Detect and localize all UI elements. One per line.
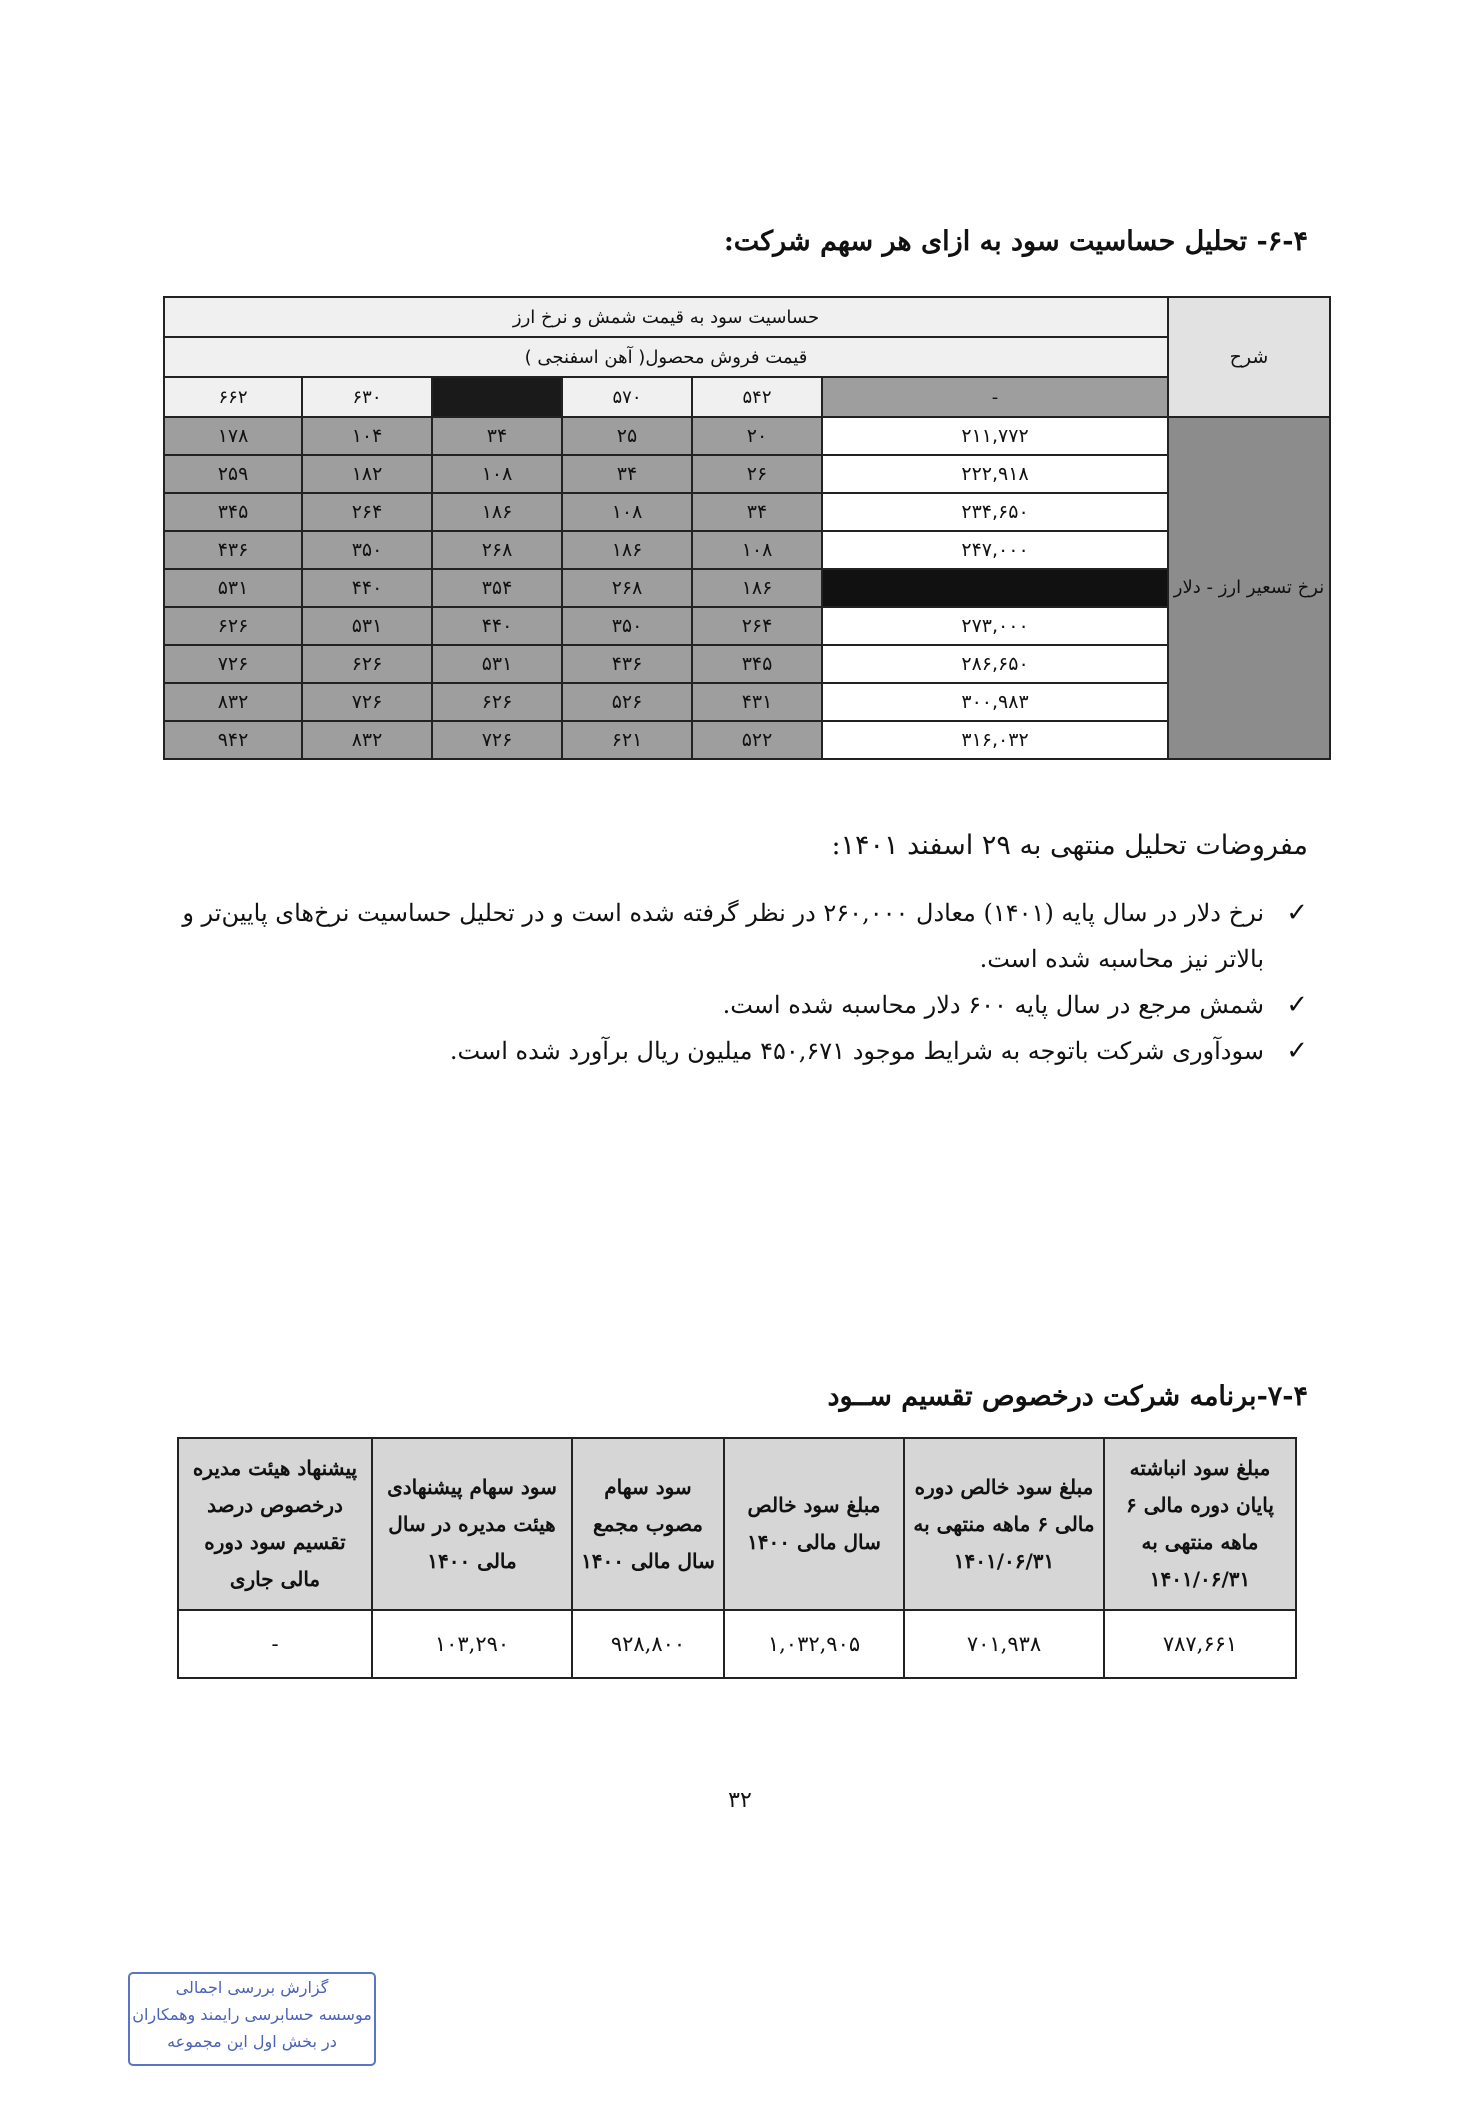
dividend-header: مبلغ سود خالص سال مالی ۱۴۰۰: [724, 1438, 904, 1610]
value-cell: ۳۵۰: [562, 607, 692, 645]
value-cell: ۳۵۰: [302, 531, 432, 569]
value-cell: ۶۲۱: [562, 721, 692, 759]
value-cell: ۲۵۹: [164, 455, 302, 493]
price-col-header: ۶۳۰: [302, 377, 432, 417]
rate-cell-base: ۲۶۰,۰۰۰: [822, 569, 1168, 607]
table-row: [164, 493, 1330, 531]
corner-cell: -: [822, 377, 1168, 417]
value-cell: ۱۸۶: [562, 531, 692, 569]
desc-header: شرح: [1168, 297, 1330, 417]
value-cell: ۲۶: [692, 455, 822, 493]
value-cell: ۳۴۵: [164, 493, 302, 531]
check-icon: ✓: [1286, 990, 1308, 1020]
dividend-header: مبلغ سود خالص دوره مالی ۶ ماهه منتهی به ۱۴۰۱/۰۶/۳۱: [904, 1438, 1104, 1610]
value-cell: ۴۳۱: [692, 683, 822, 721]
dividend-header: سود سهام مصوب مجمع سال مالی ۱۴۰۰: [572, 1438, 724, 1610]
table-row: [164, 531, 1330, 569]
section-4-6-title: ۶-۴- تحلیل حساسیت سود به ازای هر سهم شرکت:: [723, 226, 1308, 257]
value-cell: ۳۴: [432, 417, 562, 455]
dividend-value: ۷۸۷,۶۶۱: [1104, 1610, 1296, 1678]
value-cell: ۳۴۵: [692, 645, 822, 683]
stamp-line: گزارش بررسی اجمالی: [175, 1978, 329, 1997]
value-cell: ۶۲۶: [302, 645, 432, 683]
page-number: ۳۲: [728, 1788, 752, 1813]
dividend-value: ۱۰۳,۲۹۰: [372, 1610, 572, 1678]
dividend-header: پیشنهاد هیئت مدیره درخصوص درصد تقسیم سود دوره مالی جاری: [178, 1438, 372, 1610]
table-row: [164, 683, 1330, 721]
value-cell: ۱۰۴: [302, 417, 432, 455]
value-cell: ۱۷۸: [164, 417, 302, 455]
value-cell: ۱۰۸: [692, 531, 822, 569]
value-cell: ۲۶۸: [432, 531, 562, 569]
table-row: [164, 455, 1330, 493]
value-cell: ۸۳۲: [302, 721, 432, 759]
value-cell: ۲۶۴: [692, 607, 822, 645]
sensitivity-table: [163, 296, 1331, 760]
check-icon: ✓: [1286, 1036, 1308, 1066]
rate-cell: ۲۴۷,۰۰۰: [822, 531, 1168, 569]
value-cell: ۵۲۲: [692, 721, 822, 759]
assumptions-list: [168, 890, 1308, 1074]
rate-cell: ۲۸۶,۶۵۰: [822, 645, 1168, 683]
value-cell: ۴۴۰: [302, 569, 432, 607]
table-row-base: [164, 569, 1330, 607]
value-cell: ۷۲۶: [432, 721, 562, 759]
table-row: [164, 417, 1330, 455]
dividend-header: سود سهام پیشنهادی هیئت مدیره در سال مالی ۱۴۰۰: [372, 1438, 572, 1610]
value-cell: ۴۳۶: [164, 531, 302, 569]
value-cell: ۱۸۲: [302, 455, 432, 493]
list-item: [168, 982, 1308, 1028]
value-cell: ۹۴۲: [164, 721, 302, 759]
value-cell: ۴۳۶: [562, 645, 692, 683]
dividend-value: ۷۰۱,۹۳۸: [904, 1610, 1104, 1678]
value-cell: ۳۴: [692, 493, 822, 531]
dividend-value: -: [178, 1610, 372, 1678]
value-cell: ۱۰۸: [562, 493, 692, 531]
value-cell: ۴۴۰: [432, 607, 562, 645]
section-4-7-title: ۷-۴-برنامه شرکت درخصوص تقسیم ســود: [827, 1381, 1308, 1412]
rate-cell: ۳۰۰,۹۸۳: [822, 683, 1168, 721]
stamp-line: در بخش اول این مجموعه: [167, 2032, 337, 2051]
assumptions-title: مفروضات تحلیل منتهی به ۲۹ اسفند ۱۴۰۱:: [831, 830, 1308, 861]
value-cell: ۸۳۲: [164, 683, 302, 721]
table-row: [164, 645, 1330, 683]
dividend-header-row: [178, 1438, 1296, 1610]
value-cell: ۲۶۸: [562, 569, 692, 607]
value-cell: ۳۵۴: [432, 569, 562, 607]
price-col-header-base: ۶۰۰: [432, 377, 562, 417]
dividend-value: ۱,۰۳۲,۹۰۵: [724, 1610, 904, 1678]
rate-cell: ۳۱۶,۰۳۲: [822, 721, 1168, 759]
main-header: حساسیت سود به قیمت شمش و نرخ ارز: [164, 297, 1168, 337]
value-cell: ۲۰: [692, 417, 822, 455]
value-cell: ۶۲۶: [432, 683, 562, 721]
value-cell: ۱۸۶: [432, 493, 562, 531]
rate-cell: ۲۳۴,۶۵۰: [822, 493, 1168, 531]
value-cell: ۷۲۶: [164, 645, 302, 683]
value-cell: ۵۲۶: [562, 683, 692, 721]
value-cell: ۵۳۱: [164, 569, 302, 607]
sub-header: قیمت فروش محصول( آهن اسفنجی ): [164, 337, 1168, 377]
dividend-table: [177, 1437, 1297, 1679]
table-row: [164, 607, 1330, 645]
list-item: [168, 1028, 1308, 1074]
value-cell: ۲۶۴: [302, 493, 432, 531]
rate-cell: ۲۱۱,۷۷۲: [822, 417, 1168, 455]
table-row: [164, 721, 1330, 759]
value-cell: ۵۳۱: [302, 607, 432, 645]
rate-cell: ۲۷۳,۰۰۰: [822, 607, 1168, 645]
dividend-header: مبلغ سود انباشته پایان دوره مالی ۶ ماهه منتهی به ۱۴۰۱/۰۶/۳۱: [1104, 1438, 1296, 1610]
value-cell: ۲۵: [562, 417, 692, 455]
value-cell: ۱۸۶: [692, 569, 822, 607]
row-group-label: نرخ تسعیر ارز - دلار: [1168, 417, 1330, 759]
stamp-line: موسسه حسابرسی رایمند وهمکاران: [132, 2005, 372, 2024]
dividend-value: ۹۲۸,۸۰۰: [572, 1610, 724, 1678]
check-icon: ✓: [1286, 898, 1308, 928]
dividend-value-row: [178, 1610, 1296, 1678]
value-cell: ۶۲۶: [164, 607, 302, 645]
price-col-header: ۶۶۲: [164, 377, 302, 417]
auditor-stamp: [128, 1972, 376, 2066]
assumption-text: شمش مرجع در سال پایه ۶۰۰ دلار محاسبه شده است.: [722, 991, 1264, 1019]
value-cell: ۱۰۸: [432, 455, 562, 493]
list-item: [168, 890, 1308, 982]
price-col-header: ۵۴۲: [692, 377, 822, 417]
value-cell: ۷۲۶: [302, 683, 432, 721]
rate-cell: ۲۲۲,۹۱۸: [822, 455, 1168, 493]
assumption-text: نرخ دلار در سال پایه (۱۴۰۱) معادل ۲۶۰,۰۰۰ در نظر گرفته شده است و در تحلیل حساسیت نرخ‌های پایین‌تر و بالاتر نیز محاسبه شده است.: [182, 899, 1264, 973]
value-cell: ۳۴: [562, 455, 692, 493]
value-cell: ۵۳۱: [432, 645, 562, 683]
price-col-header: ۵۷۰: [562, 377, 692, 417]
assumption-text: سودآوری شرکت باتوجه به شرایط موجود ۴۵۰,۶۷۱ میلیون ریال برآورد شده است.: [449, 1037, 1264, 1065]
